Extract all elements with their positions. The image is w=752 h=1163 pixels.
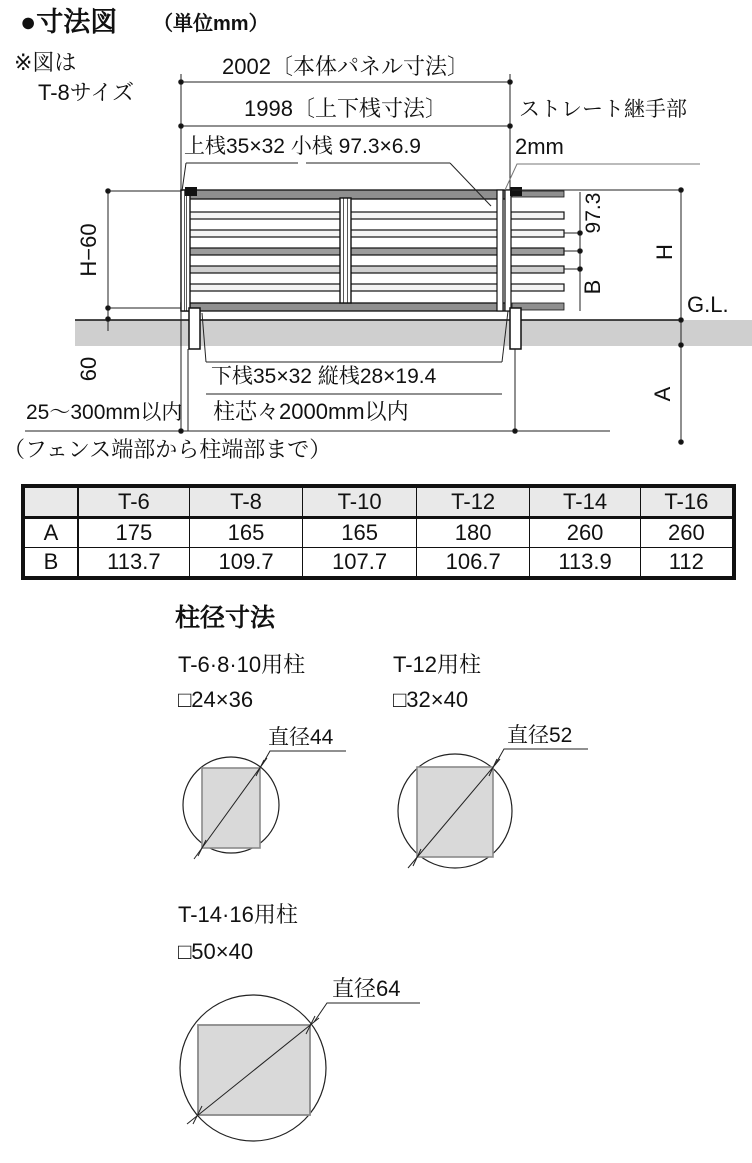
table-header-row <box>24 487 734 518</box>
col-header: T-8 <box>189 487 303 518</box>
table-cell: 165 <box>303 518 417 548</box>
table-corner-cell <box>24 487 79 518</box>
col-header: T-16 <box>640 487 733 518</box>
label-bottom-rail: 下桟35×32 縦桟28×19.4 <box>211 365 437 388</box>
dim-panel-width: 2002〔本体パネル寸法〕 <box>222 54 469 79</box>
label-joint-gap: 2mm <box>515 134 564 159</box>
post-type-large: T-14·16用柱 <box>178 902 298 927</box>
dim-h: H <box>652 244 677 260</box>
left-post-cap <box>185 187 197 196</box>
post-dia-medium: 直径52 <box>507 724 573 747</box>
dim-b: B <box>580 279 605 295</box>
table-cell: 109.7 <box>189 548 303 578</box>
table-cell: 260 <box>530 518 640 548</box>
dim-rail-width: 1998〔上下桟寸法〕 <box>244 96 447 121</box>
table-cell: 106.7 <box>416 548 530 578</box>
label-top-rail: 上桟35×32 小桟 97.3×6.9 <box>184 135 421 158</box>
dim-post-span: 柱芯々2000mm以内 <box>213 399 409 424</box>
col-header: T-6 <box>78 487 189 518</box>
post-figure-small <box>183 751 346 859</box>
note-fence-end: （フェンス端部から柱端部まで） <box>3 437 332 462</box>
left-post-buried <box>189 308 200 349</box>
row-label: A <box>24 518 79 548</box>
table-cell: 260 <box>640 518 733 548</box>
table-row <box>24 548 734 578</box>
table-cell: 107.7 <box>303 548 417 578</box>
dim-60: 60 <box>76 356 101 382</box>
right-post-cap <box>510 187 522 196</box>
post-section-heading: 柱径寸法 <box>175 604 276 632</box>
table-row <box>24 518 734 548</box>
figure-note-line1: ※図は <box>14 50 77 75</box>
post-dia-large: 直径64 <box>332 976 401 1001</box>
post-type-medium: T-12用柱 <box>393 652 482 677</box>
dim-a: A <box>650 386 675 402</box>
post-size-small: □24×36 <box>178 687 254 712</box>
post-figure-large <box>180 995 420 1141</box>
table-cell: 113.7 <box>78 548 189 578</box>
table-cell: 175 <box>78 518 189 548</box>
label-joint: ストレート継手部 <box>519 98 687 121</box>
post-size-large: □50×40 <box>178 939 254 964</box>
post-size-medium: □32×40 <box>393 687 469 712</box>
post-type-small: T-6·8·10用柱 <box>178 652 306 677</box>
page-title: ●寸法図 <box>20 7 118 37</box>
dim-h-minus-60: H−60 <box>76 223 101 277</box>
col-header: T-14 <box>530 487 640 518</box>
table-cell: 165 <box>189 518 303 548</box>
col-header: T-12 <box>416 487 530 518</box>
table-cell: 113.9 <box>530 548 640 578</box>
size-table <box>22 485 735 579</box>
figure-note-line2: T-8サイズ <box>38 80 135 105</box>
label-ground-level: G.L. <box>687 292 729 317</box>
table-cell: 112 <box>640 548 733 578</box>
table-cell: 180 <box>416 518 530 548</box>
post-figure-medium <box>398 749 588 868</box>
unit-note: （単位mm） <box>153 13 269 35</box>
row-label: B <box>24 548 79 578</box>
post-dia-small: 直径44 <box>268 726 334 749</box>
col-header: T-10 <box>303 487 417 518</box>
dim-97-3: 97.3 <box>581 192 605 234</box>
right-post-buried <box>510 308 521 349</box>
dim-end-offset: 25〜300mm以内 <box>26 401 183 424</box>
